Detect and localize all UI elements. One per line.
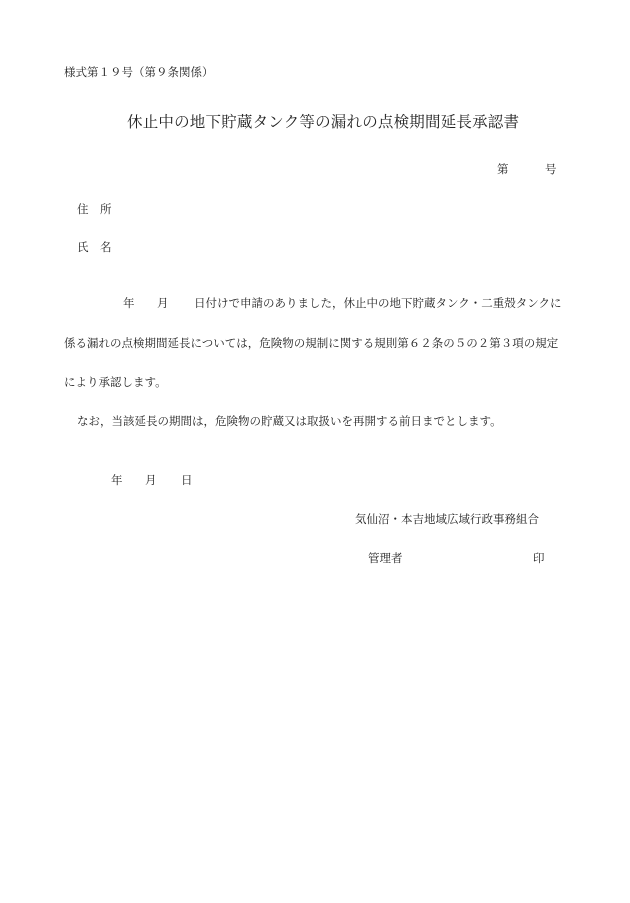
address-label: 住 所 (77, 202, 112, 216)
body-line2: 係る漏れの点検期間延長については，危険物の規制に関する規則第６２条の５の２第３項の規定 (64, 336, 559, 350)
manager-label: 管理者 (368, 551, 403, 565)
body-line1-year: 年 (123, 296, 135, 310)
number-go: 号 (545, 162, 557, 176)
issuer-name: 気仙沼・本吉地域広域行政事務組合 (355, 512, 539, 526)
body-line1-text: 日付けで申請のありました，休止中の地下貯蔵タンク・二重殻タンクに (194, 296, 562, 310)
issue-date-year: 年 (111, 473, 123, 487)
body-line4: なお，当該延長の期間は，危険物の貯蔵又は取扱いを再開する前日までとします。 (77, 414, 502, 428)
name-label: 氏 名 (77, 240, 112, 254)
body-line3: により承認します。 (64, 375, 167, 389)
number-dai: 第 (497, 162, 509, 176)
document-title: 休止中の地下貯蔵タンク等の漏れの点検期間延長承認書 (127, 113, 520, 131)
issue-date-month: 月 (145, 473, 157, 487)
form-number: 様式第１９号（第９条関係） (64, 65, 214, 79)
body-line1-month: 月 (157, 296, 169, 310)
seal-mark: 印 (533, 551, 545, 565)
issue-date-day: 日 (181, 473, 193, 487)
